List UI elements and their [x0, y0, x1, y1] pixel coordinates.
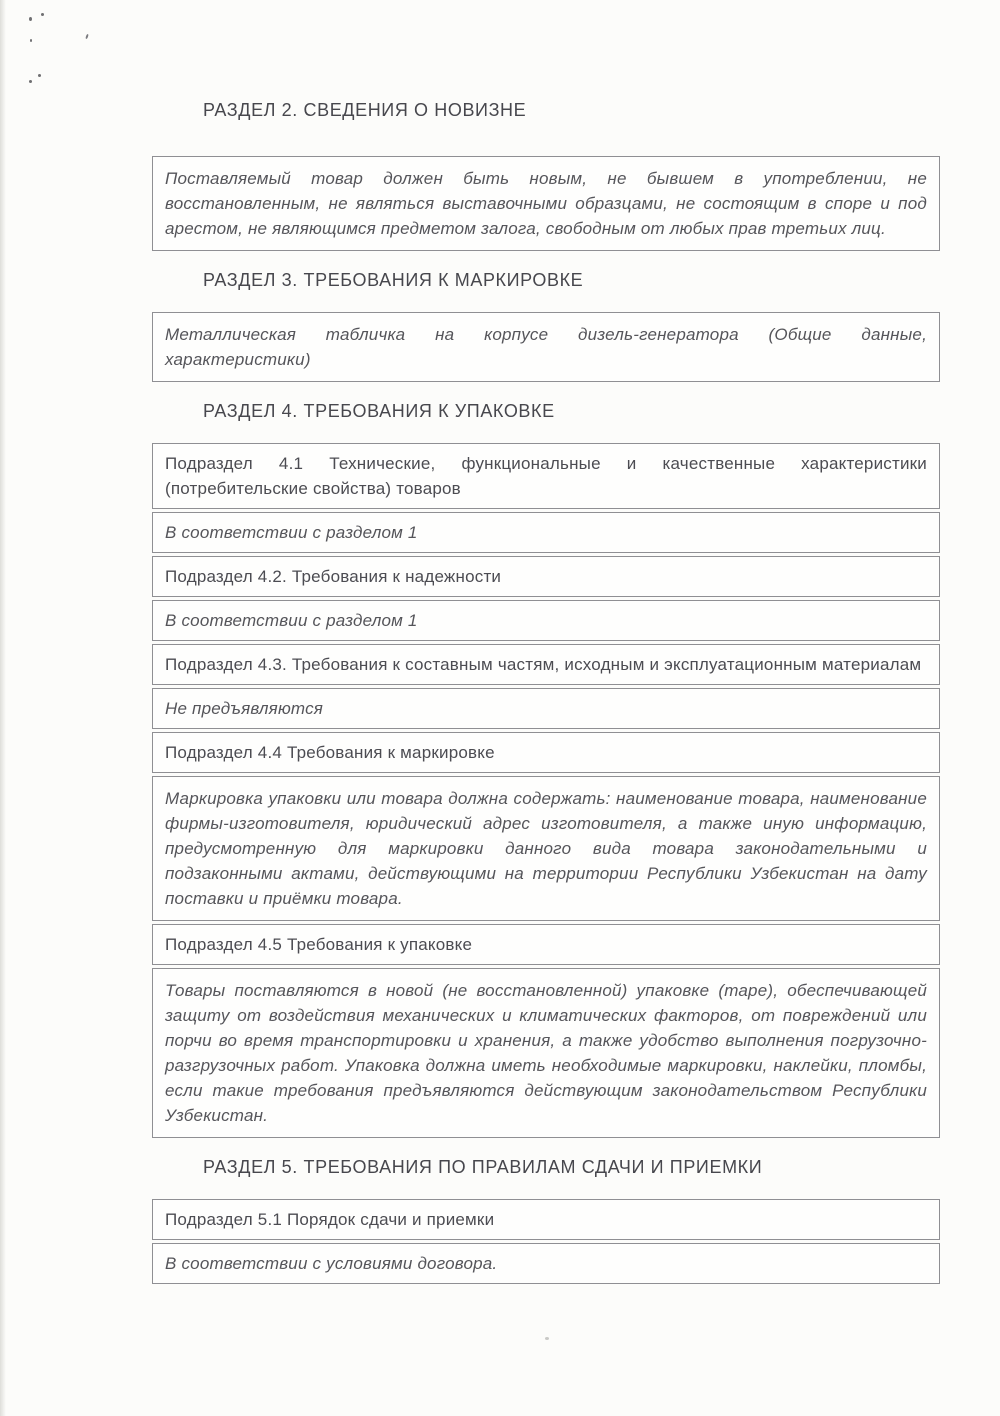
table-row-answer-4-4: Маркировка упаковки или товара должна содержать: наименование товара, наименование фирмы-изготовителя, юридический адрес изготовителя, а также иную информацию, предусмотренную для маркировки данного вида товара законодательными и подзаконными актами, действующими на территории Республики Узбекистан на дату поставки и приёмки товара. — [152, 776, 940, 921]
document-content — [152, 98, 940, 1287]
table-row-answer-4-2: В соответствии с разделом 1 — [152, 600, 940, 641]
table-row-answer-5-1: В соответствии с условиями договора. — [152, 1243, 940, 1284]
table-row-subsection-4-4: Подраздел 4.4 Требования к маркировке — [152, 732, 940, 773]
section-4-packaging — [152, 399, 940, 1138]
section-3-title: РАЗДЕЛ 3. ТРЕБОВАНИЯ К МАРКИРОВКЕ — [203, 270, 584, 290]
section-4-title: РАЗДЕЛ 4. ТРЕБОВАНИЯ К УПАКОВКЕ — [203, 401, 555, 421]
scan-speck — [38, 74, 41, 77]
section-4-table — [152, 443, 940, 1138]
section-5-title: РАЗДЕЛ 5. ТРЕБОВАНИЯ ПО ПРАВИЛАМ СДАЧИ И ПРИЕМКИ — [203, 1157, 763, 1177]
table-row-subsection-5-1: Подраздел 5.1 Порядок сдачи и приемки — [152, 1199, 940, 1240]
table-row-subsection-4-5: Подраздел 4.5 Требования к упаковке — [152, 924, 940, 965]
scan-speck — [85, 34, 89, 39]
scan-speck — [41, 13, 44, 16]
table-row-subsection-4-3: Подраздел 4.3. Требования к составным частям, исходным и эксплуатационным материалам — [152, 644, 940, 685]
section-2-novelty — [152, 98, 940, 251]
table-row-subsection-4-1: Подраздел 4.1 Технические, функциональные и качественные характеристики (потребительские свойства) товаров — [152, 443, 940, 509]
section-2-title: РАЗДЕЛ 2. СВЕДЕНИЯ О НОВИЗНЕ — [203, 100, 527, 120]
table-row-answer-4-1: В соответствии с разделом 1 — [152, 512, 940, 553]
table-row-answer-4-5: Товары поставляются в новой (не восстановленной) упаковке (таре), обеспечивающей защиту от воздействия механических и климатических факторов, от повреждений или порчи во время транспортировки и хранения, а также удобство выполнения погрузочно-разгрузочных работ. Упаковка должна иметь необходимые маркировки, наклейки, пломбы, если такие требования предъявляются действующим законодательством Республики Узбекистан. — [152, 968, 940, 1138]
table-row-subsection-4-2: Подраздел 4.2. Требования к надежности — [152, 556, 940, 597]
table-row-answer-4-3: Не предъявляются — [152, 688, 940, 729]
scan-speck — [29, 17, 32, 21]
section-3-paragraph: Металлическая табличка на корпусе дизель-генератора (Общие данные, характеристики) — [152, 312, 940, 382]
section-3-marking — [152, 268, 940, 382]
section-5-acceptance — [152, 1155, 940, 1284]
scan-speck — [545, 1337, 549, 1340]
section-2-paragraph: Поставляемый товар должен быть новым, не бывшем в употреблении, не восстановленным, не являться выставочными образцами, не состоящим в споре и под арестом, не являющимся предметом залога, свободным от любых прав третьих лиц. — [152, 156, 940, 251]
scan-speck — [30, 39, 32, 42]
scan-speck — [29, 80, 32, 83]
scan-edge-shadow — [0, 0, 6, 1416]
section-5-table — [152, 1199, 940, 1284]
